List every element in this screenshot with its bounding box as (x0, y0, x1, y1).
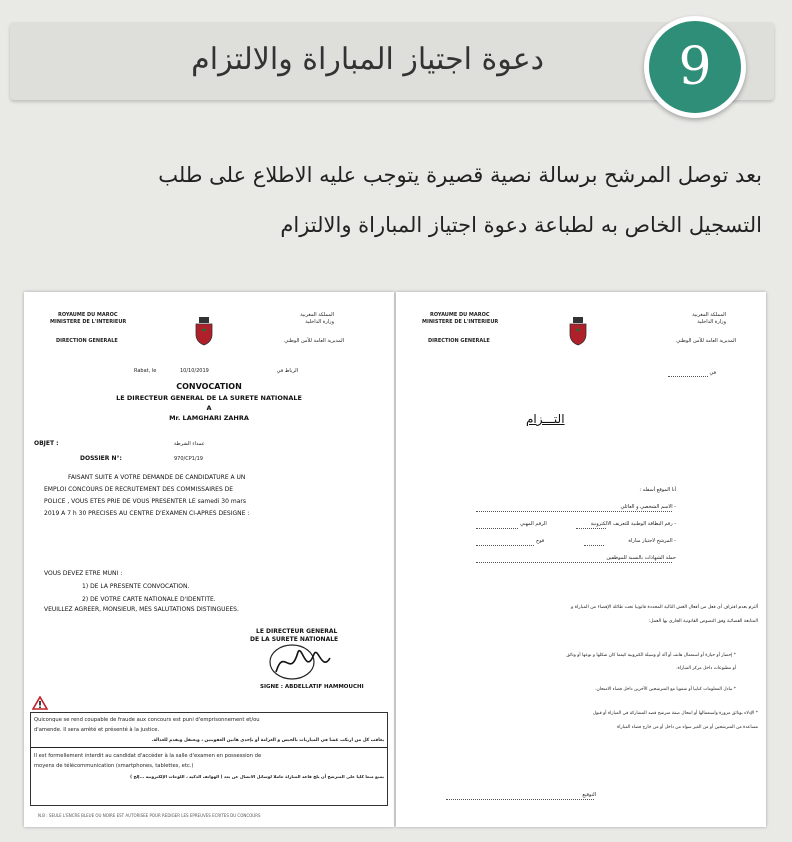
field-professional-line (476, 528, 518, 529)
footer-note: N.B : SEULE L'ENCRE BLEUE OU NOIRE EST AUTORISEE POUR REDIGER LES EPREUVES ECRITES DU CONCOURS (38, 813, 261, 818)
field-cin: - رقم البطاقة الوطنية للتعريف الالكترونية (590, 521, 676, 527)
header-ar-1: المملكة المغربية (692, 312, 726, 318)
recipient-name: Mr. LAMGHARI ZAHRA (169, 414, 249, 422)
warning-divider (31, 747, 387, 748)
salutations-line: VEUILLEZ AGREER, MONSIEUR, MES SALUTATIONS DISTINGUEES. (44, 606, 239, 613)
dossier-value: 970/CP1/19 (174, 456, 203, 462)
body-line-2: EMPLOI CONCOURS DE RECRUTEMENT DES COMMISSAIRES DE (44, 486, 234, 493)
field-diploma: حملة الشهادات بالنسبة للموظفين (606, 555, 676, 561)
convocation-date: 10/10/2019 (180, 368, 209, 374)
commitment-paragraph-1: ألتزم بعدم اقتراف أي فعل من أفعال الغش التالية المحددة قانونيا تحت طائلة الإقصاء من المباراة و (571, 605, 758, 610)
signatory-title-1: LE DIRECTEUR GENERAL (256, 628, 338, 635)
objet-label: OBJET : (34, 440, 59, 447)
warning-line-5: moyens de télécommunication (smartphones, tablettes, etc.) (34, 763, 194, 769)
from-line: LE DIRECTEUR GENERAL DE LA SURETE NATIONALE (116, 394, 302, 402)
warning-line-1: Quiconque se rend coupable de fraude aux concours est puni d'emprisonnement et/ou (34, 717, 260, 723)
warning-line-2: d'amende. Il sera arrêté et présenté à la justice. (34, 727, 160, 733)
body-line-4: 2019 A 7 h 30 PRECISES AU CENTRE D'EXAMEN CI-APRES DESIGNE : (44, 510, 250, 517)
field-diploma-line (476, 562, 672, 563)
dossier-label: DOSSIER N°: (80, 455, 122, 462)
warning-line-3: يعاقب كل من ارتكب غشا في المباريات بالحبس و الغرامة أو بإحدى هاتين العقوبتين ، ويعتقل ويقدم للعدالة. (151, 738, 384, 743)
step-number-badge: 9 (644, 16, 746, 118)
header-fr-1: ROYAUME DU MAROC (58, 312, 118, 318)
place-ar: الرباط في (276, 368, 298, 374)
intro-line-1: بعد توصل المرشح برسالة نصية قصيرة يتوجب عليه الاطلاع على طلب (158, 163, 762, 187)
police-crest-icon (566, 316, 590, 346)
field-cohort: فوج (536, 538, 545, 544)
header-fr-1: ROYAUME DU MAROC (430, 312, 490, 318)
header-ar-2: وزارة الداخلية (697, 319, 726, 325)
undersigned-line: أنا الموقع أسفله : (639, 487, 676, 493)
header-fr-3: DIRECTION GENERALE (428, 338, 490, 344)
header-fr-2: MINISTERE DE L'INTERIEUR (422, 319, 499, 325)
header-ar-3: المديرية العامة للأمن الوطني (284, 338, 344, 344)
signature-stamp-icon (256, 642, 346, 682)
header-fr-3: DIRECTION GENERALE (56, 338, 118, 344)
commitment-title: التـــزام (526, 412, 565, 426)
rule-1-cont: أو مطبوعات داخل مركز المباراة. (676, 666, 736, 671)
rule-3: * الإدلاء بوثائق مزورة واستعمالها أو انتحال صفة مترشح قصد المشاركة في المباراة أو قبول (592, 711, 758, 716)
police-crest-icon (192, 316, 216, 346)
place-label: Rabat, le (134, 368, 157, 374)
signature-label: التوقيع (582, 792, 596, 798)
convocation-title: CONVOCATION (176, 382, 242, 391)
intro-line-2: التسجيل الخاص به لطباعة دعوة اجتياز المباراة والالتزام (280, 213, 762, 237)
muni-line: VOUS DEVEZ ETRE MUNI : (44, 570, 123, 577)
field-cohort-line (476, 545, 534, 546)
signature-line (446, 799, 594, 800)
date-line (668, 376, 708, 377)
rule-1: * إحضار أو حيازة أو استعمال هاتف أو آلة أو وسيلة الكترونية كيفما كان شكلها و نوعها أو وثائق (566, 653, 736, 658)
header-fr-2: MINISTERE DE L'INTERIEUR (50, 319, 127, 325)
to-a: A (206, 404, 212, 412)
field-cin-line (576, 528, 606, 529)
field-exam-line (584, 545, 604, 546)
body-line-3: POLICE , VOUS ETES PRIE DE VOUS PRESENTER LE samedi 30 mars (44, 498, 246, 505)
header-ar-3: المديرية العامة للأمن الوطني (676, 338, 736, 344)
intro-text (30, 150, 762, 250)
convocation-document (24, 292, 394, 827)
field-professional-number: الرقم المهني (520, 521, 547, 527)
commitment-paragraph-2: المتابعة القضائية وفق النصوص القانونية الجاري بها العمل: (648, 619, 758, 624)
rule-3-cont: مساعدة من المترشحين أو من الغير سواء من داخل أو من خارج فضاء المباراة (616, 725, 758, 730)
muni-item-1: 1) DE LA PRESENTE CONVOCATION. (82, 583, 190, 590)
step-banner (10, 22, 774, 100)
field-exam: - المرشح لاجتياز مباراة (628, 538, 676, 544)
field-name-line (476, 511, 672, 512)
warning-line-4: Il est formellement interdit au candidat d'accéder à la salle d'examen en possession de (34, 753, 262, 759)
objet-value: عمداء الشرطة (174, 441, 205, 447)
banner-title: دعوة اجتياز المباراة والالتزام (191, 42, 544, 77)
warning-line-6: يمنع منعا كليا على المترشح أن يلج قاعة المباراة حاملا لوسائل الاتصال عن بعد ( الهواتف الذكية ، اللوحات الإلكترونية ...إلخ ) (130, 774, 384, 779)
fraud-warning-box (30, 712, 388, 806)
field-name: - الاسم الشخصي و العائلي (620, 504, 676, 510)
warning-icon (32, 696, 48, 710)
body-line-1: FAISANT SUITE A VOTRE DEMANDE DE CANDIDATURE A UN (68, 474, 246, 481)
rule-2: * تبادل المعلومات كتابيا أو شفويا مع المترشحين الآخرين داخل فضاء الامتحان. (595, 687, 736, 692)
fi-label: في (709, 370, 716, 376)
muni-item-2: 2) DE VOTRE CARTE NATIONALE D'IDENTITE. (82, 596, 216, 603)
header-ar-2: وزارة الداخلية (305, 319, 334, 325)
signed-by: SIGNE : ABDELLATIF HAMMOUCHI (260, 684, 364, 690)
signatory-title-2: DE LA SURETE NATIONALE (250, 636, 339, 643)
commitment-document (396, 292, 766, 827)
header-ar-1: المملكة المغربية (300, 312, 334, 318)
